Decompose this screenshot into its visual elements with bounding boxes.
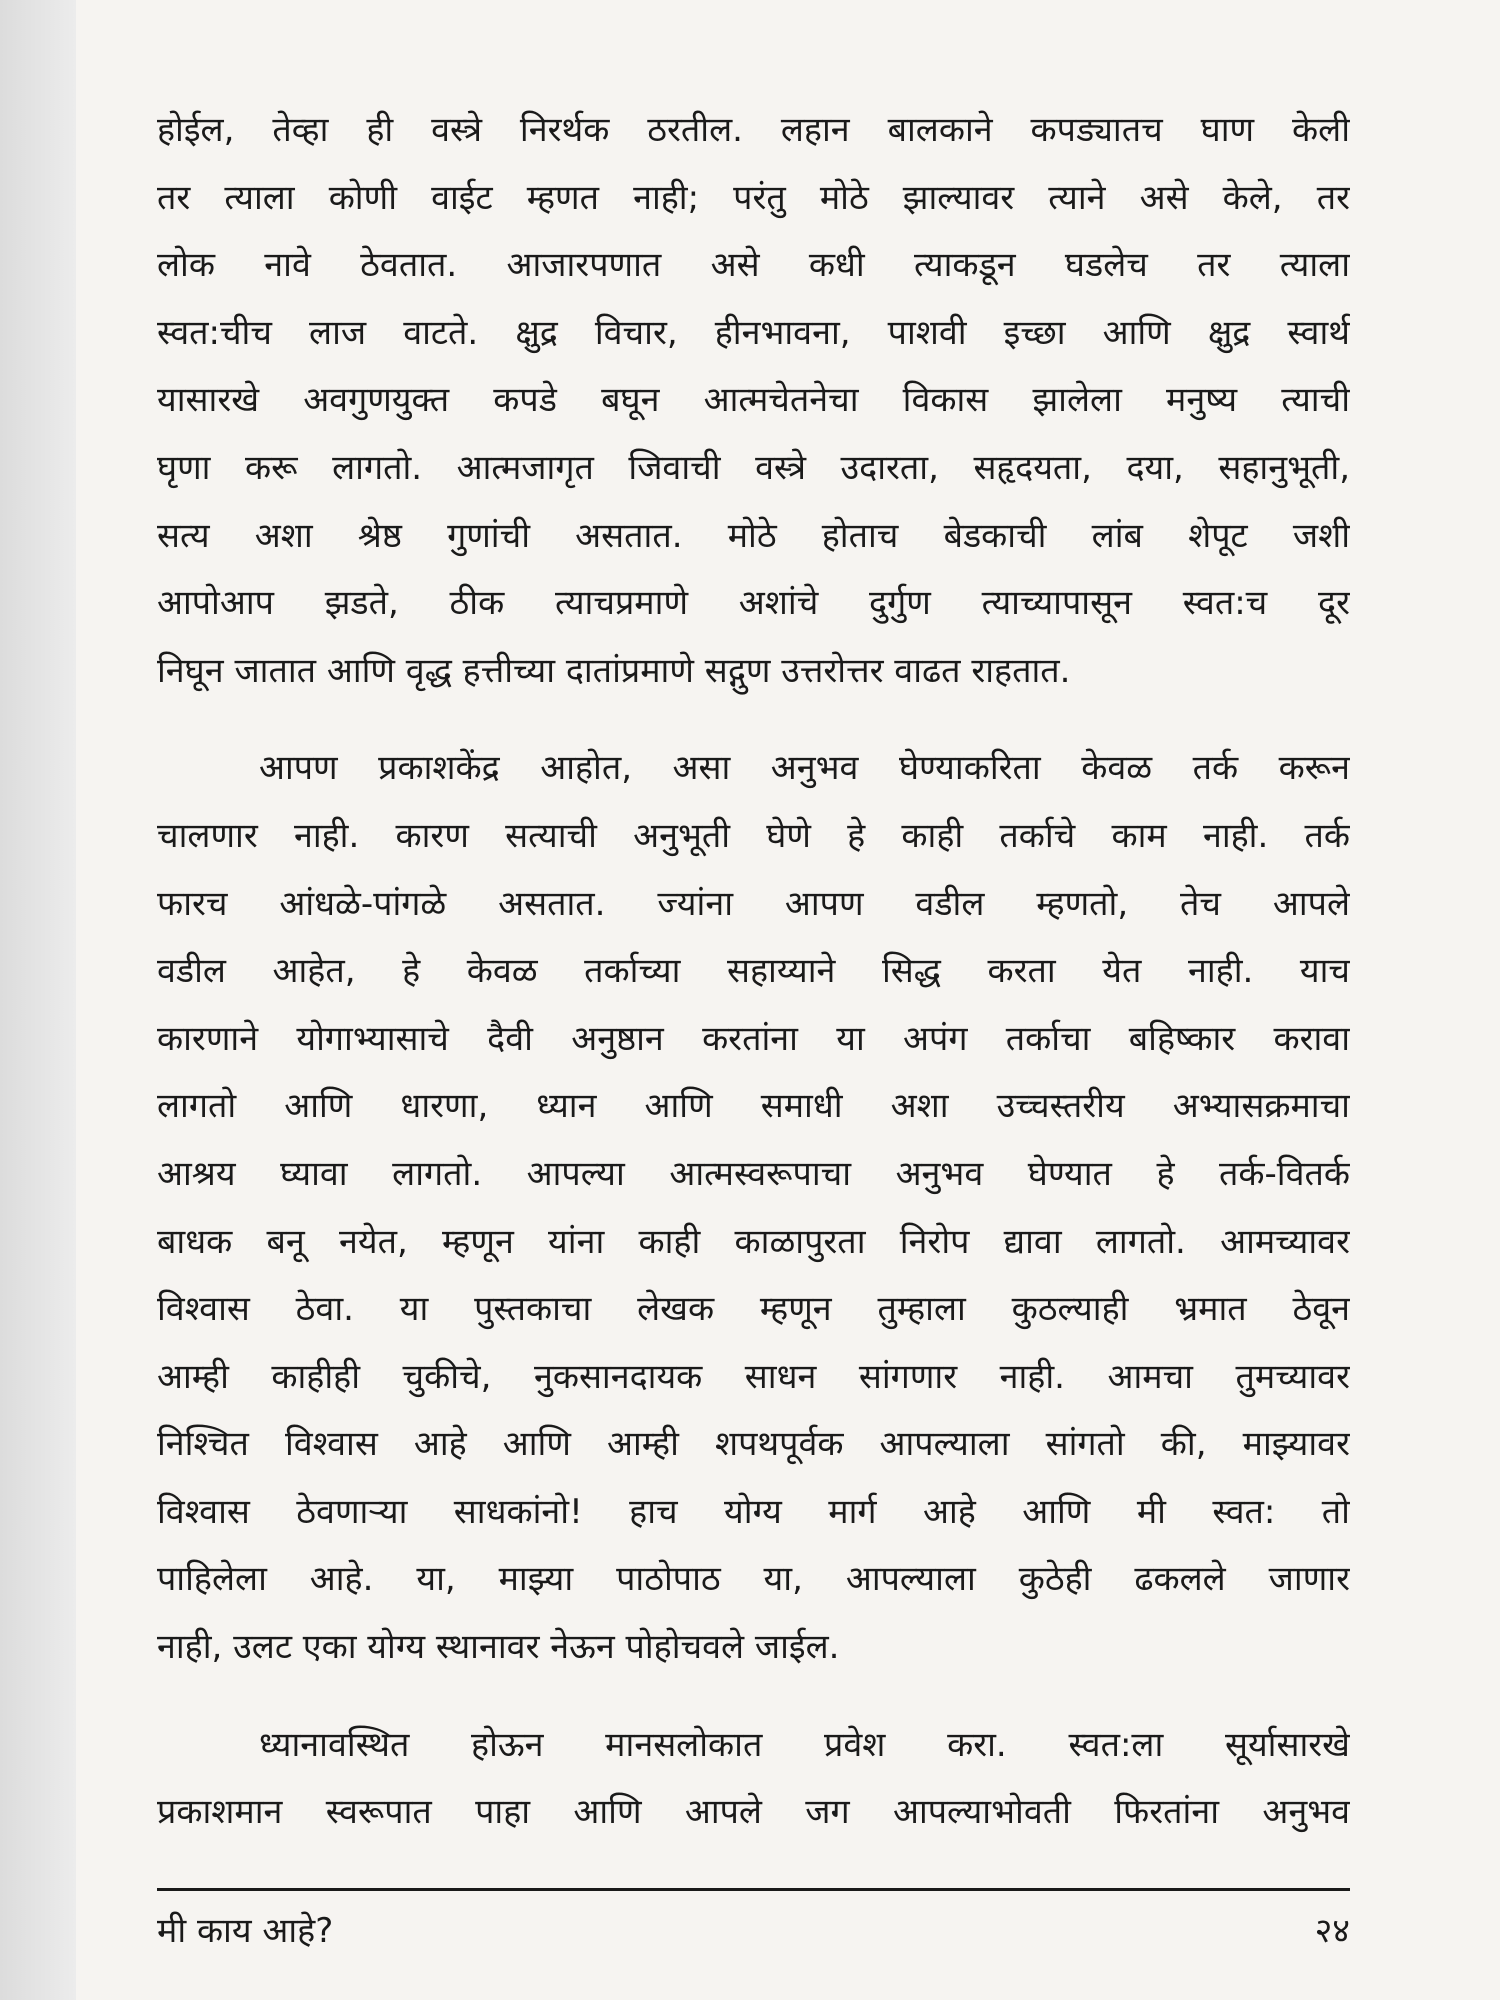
text-line: विश्वास ठेवणाऱ्या साधकांनो! हाच योग्य मार्ग आहे आणि मी स्वत: तो <box>157 1491 1350 1532</box>
text-line: सत्य अशा श्रेष्ठ गुणांची असतात. मोठे होताच बेडकाची लांब शेपूट जशी <box>157 515 1350 556</box>
footer-rule <box>157 1888 1350 1891</box>
page-edge <box>0 0 76 2000</box>
paragraph-2 <box>157 735 1350 1681</box>
paragraph-gap <box>157 1682 1350 1712</box>
text-line: विश्वास ठेवा. या पुस्तकाचा लेखक म्हणून तुम्हाला कुठल्याही भ्रमात ठेवून <box>157 1289 1350 1330</box>
text-line: बाधक बनू नयेत, म्हणून यांना काही काळापुरता निरोप द्यावा लागतो. आमच्यावर <box>157 1221 1350 1262</box>
text-line: घृणा करू लागतो. आत्मजागृत जिवाची वस्त्रे उदारता, सहृदयता, दया, सहानुभूती, <box>157 447 1350 488</box>
text-line: कारणाने योगाभ्यासाचे दैवी अनुष्ठान करतांना या अपंग तर्काचा बहिष्कार करावा <box>157 1018 1350 1059</box>
text-line: यासारखे अवगुणयुक्त कपडे बघून आत्मचेतनेचा विकास झालेला मनुष्य त्याची <box>157 380 1350 421</box>
text-line: लागतो आणि धारणा, ध्यान आणि समाधी अशा उच्चस्तरीय अभ्यासक्रमाचा <box>157 1086 1350 1127</box>
text-line: स्वत:चीच लाज वाटते. क्षुद्र विचार, हीनभावना, पाशवी इच्छा आणि क्षुद्र स्वार्थ <box>157 312 1350 353</box>
text-line: आपोआप झडते, ठीक त्याचप्रमाणे अशांचे दुर्गुण त्याच्यापासून स्वत:च दूर <box>157 583 1350 624</box>
text-line: ध्यानावस्थित होऊन मानसलोकात प्रवेश करा. स्वत:ला सूर्यासारखे <box>259 1724 1350 1765</box>
text-line: होईल, तेव्हा ही वस्त्रे निरर्थक ठरतील. लहान बालकाने कपड्यातच घाण केली <box>157 110 1350 150</box>
text-line: वडील आहेत, हे केवळ तर्काच्या सहाय्याने सिद्ध करता येत नाही. याच <box>157 951 1350 992</box>
text-line: आश्रय घ्यावा लागतो. आपल्या आत्मस्वरूपाचा अनुभव घेण्यात हे तर्क-वितर्क <box>157 1153 1350 1194</box>
text-line: आम्ही काहीही चुकीचे, नुकसानदायक साधन सांगणार नाही. आमचा तुमच्यावर <box>157 1356 1350 1397</box>
text-line: प्रकाशमान स्वरूपात पाहा आणि आपले जग आपल्याभोवती फिरतांना अनुभव <box>157 1792 1350 1833</box>
page-body <box>157 97 1350 1847</box>
text-line: निश्चित विश्वास आहे आणि आम्ही शपथपूर्वक आपल्याला सांगतो की, माझ्यावर <box>157 1424 1350 1465</box>
paragraph-1 <box>157 97 1350 705</box>
paragraph-3 <box>157 1712 1350 1847</box>
text-line: नाही, उलट एका योग्य स्थानावर नेऊन पोहोचवले जाईल. <box>157 1627 840 1668</box>
text-line: फारच आंधळे-पांगळे असतात. ज्यांना आपण वडील म्हणतो, तेच आपले <box>157 883 1350 924</box>
text-line: पाहिलेला आहे. या, माझ्या पाठोपाठ या, आपल्याला कुठेही ढकलले जाणार <box>157 1559 1350 1600</box>
text-line: आपण प्रकाशकेंद्र आहोत, असा अनुभव घेण्याकरिता केवळ तर्क करून <box>259 748 1350 789</box>
running-footer-title: मी काय आहे? <box>157 1911 334 1951</box>
text-line: लोक नावे ठेवतात. आजारपणात असे कधी त्याकडून घडलेच तर त्याला <box>157 245 1350 286</box>
paragraph-gap <box>157 705 1350 735</box>
page-number: २४ <box>1314 1911 1350 1951</box>
text-line: निघून जातात आणि वृद्ध हत्तीच्या दातांप्रमाणे सद्गुण उत्तरोत्तर वाढत राहतात. <box>157 650 1071 691</box>
text-line: तर त्याला कोणी वाईट म्हणत नाही; परंतु मोठे झाल्यावर त्याने असे केले, तर <box>157 177 1350 218</box>
text-line: चालणार नाही. कारण सत्याची अनुभूती घेणे हे काही तर्काचे काम नाही. तर्क <box>157 815 1350 856</box>
